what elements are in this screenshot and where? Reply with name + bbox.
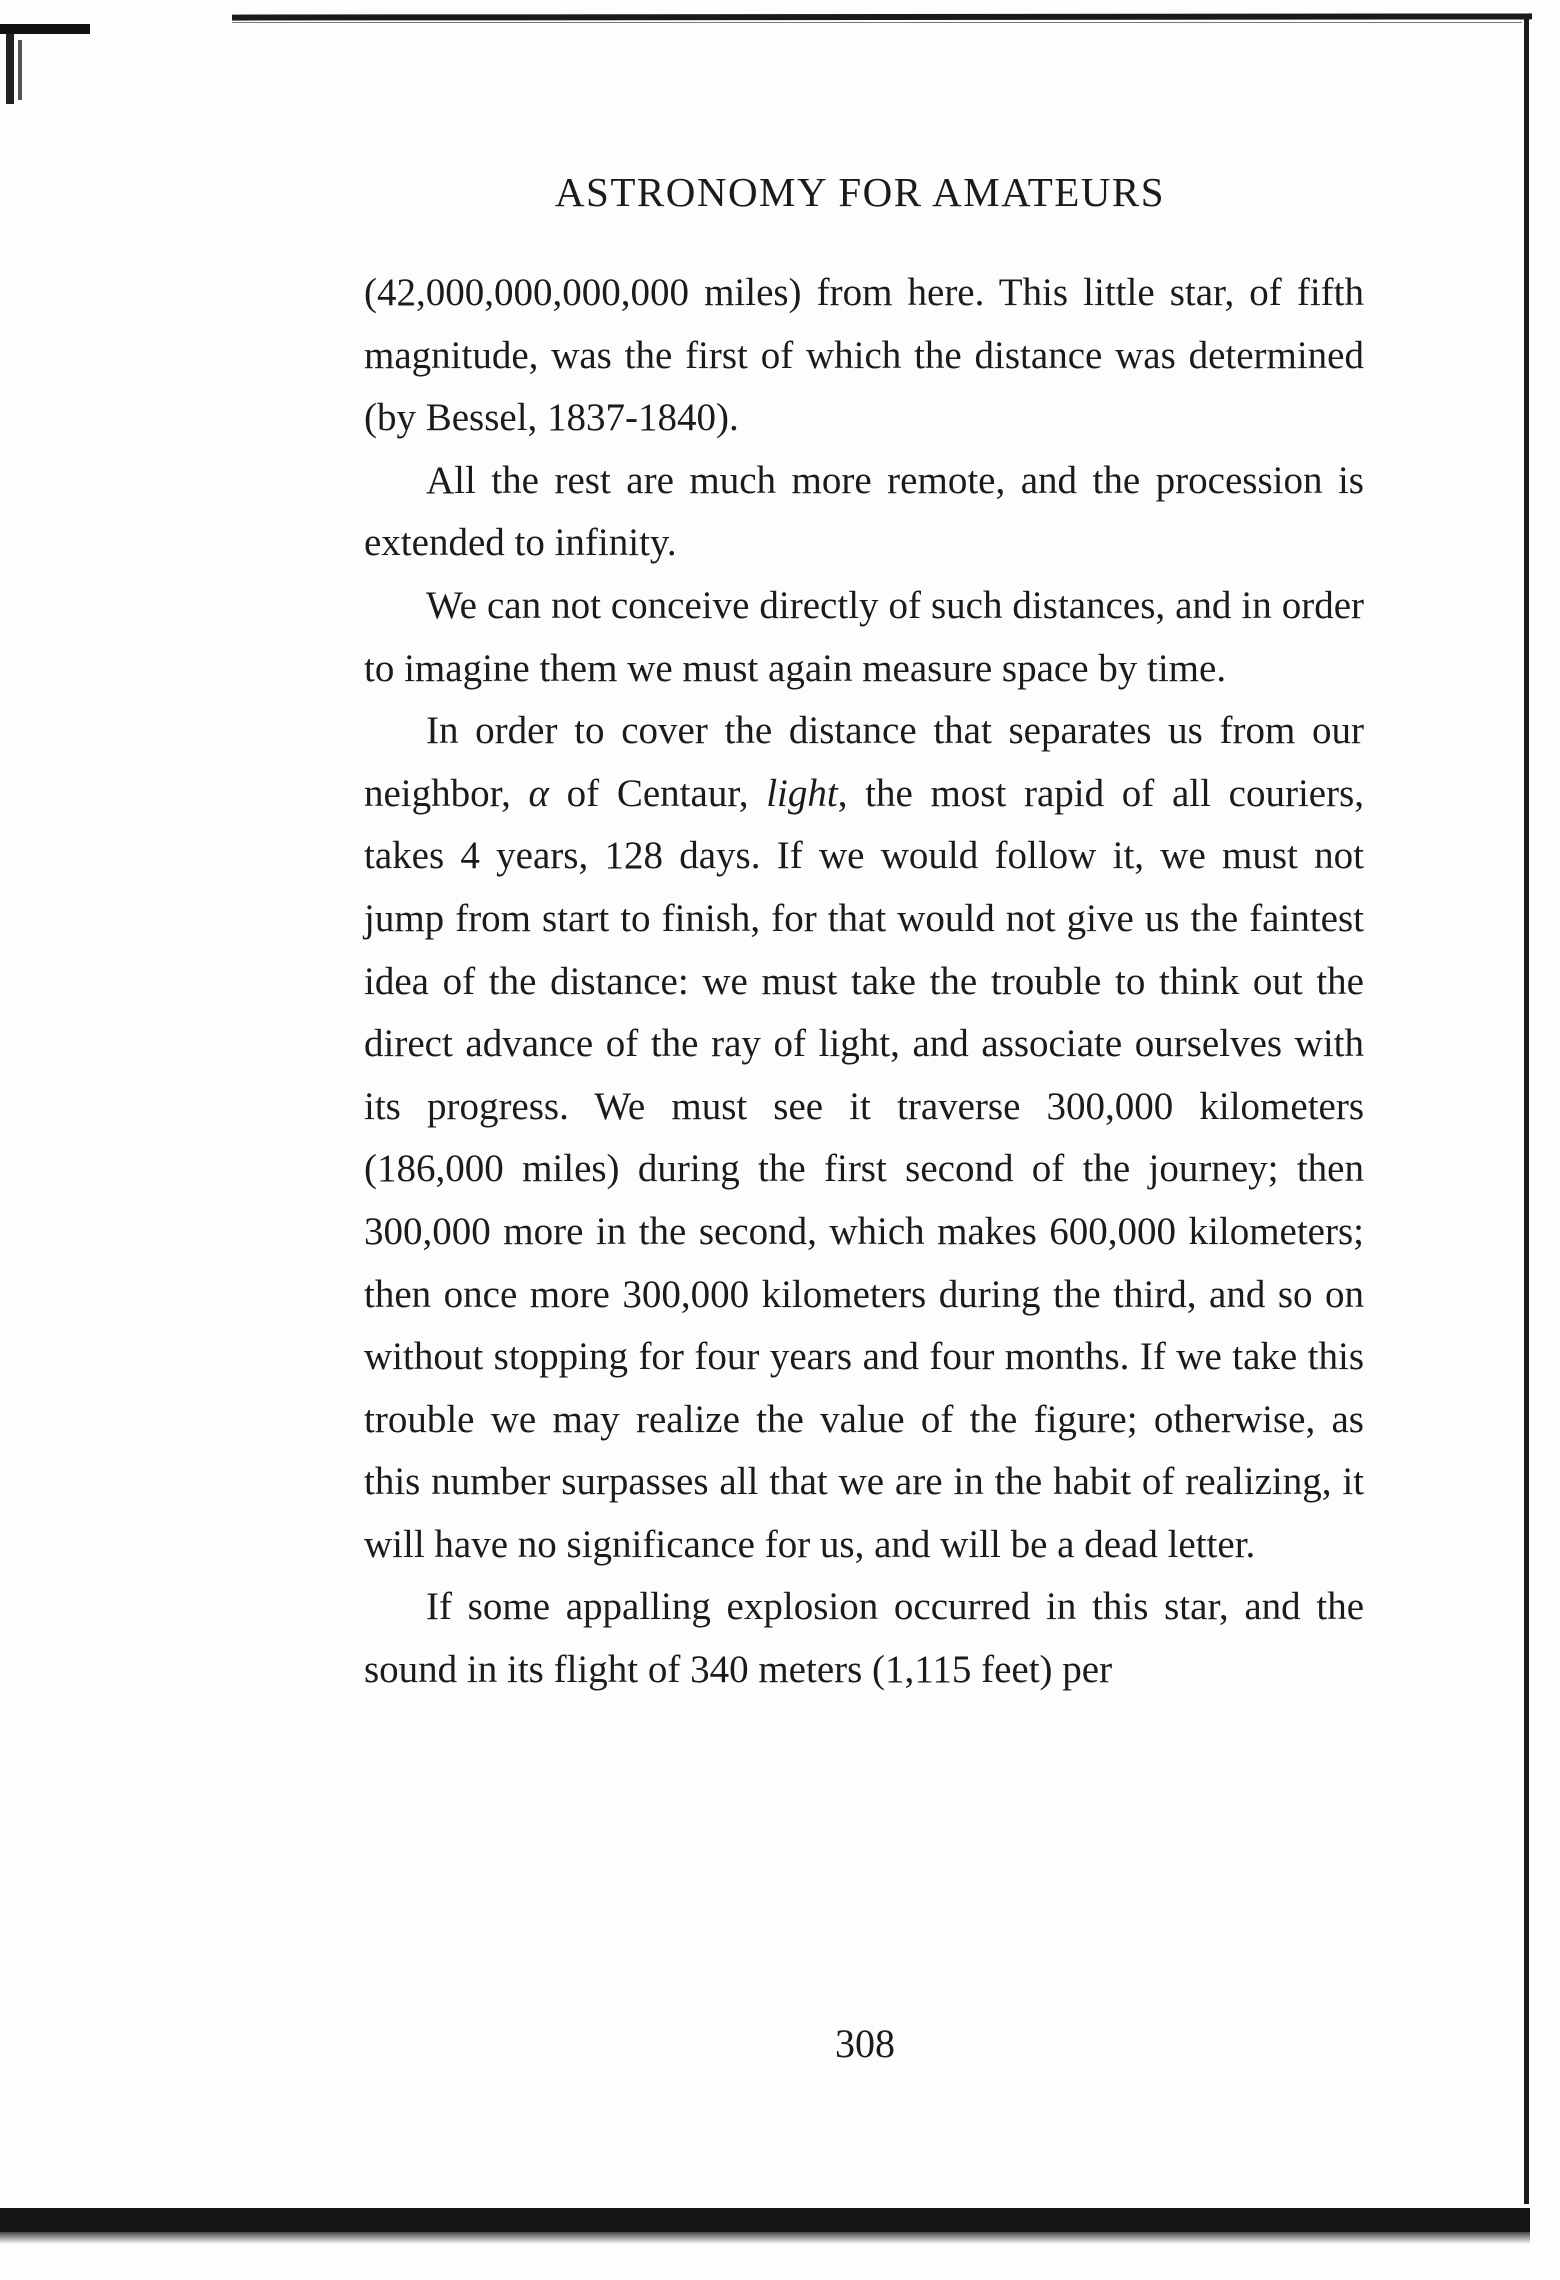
paragraph-text: of Centaur, [549, 771, 767, 815]
italic-text: light [766, 771, 838, 815]
italic-text: α [528, 771, 549, 815]
scan-edge-bottom-shadow [0, 2232, 1530, 2244]
scan-corner-mark [0, 24, 90, 34]
paragraph [364, 450, 1364, 575]
paragraph [364, 700, 1364, 1576]
paragraph [364, 1576, 1364, 1701]
scan-edge-top [232, 13, 1532, 20]
paragraph-text: All the rest are much more remote, and the procession is extended to infinity. [364, 458, 1364, 565]
paragraph-text: (42,000,000,000,000 miles) from here. This little star, of fifth magnitude, was the first of which the distance was determined (by Bessel, 1837-1840). [364, 271, 1364, 440]
scan-corner-mark [6, 34, 14, 104]
paragraph [364, 575, 1364, 700]
scan-edge-top-line [232, 22, 1522, 23]
paragraph-text: , the most rapid of all couriers, takes 4 years, 128 days. If we would follow it, we must not jump from start to finish, for that would not give us the faintest idea of the distance: we must take the trouble to think out the direct advance of the ray of light, and associate ourselves with its progress. We must see it traverse 300,000 kilometers (186,000 miles) during the first second of the journey; then 300,000 more in the second, which makes 600,000 kilometers; then once more 300,000 kilometers during the third, and so on without stopping for four years and four months. If we take this trouble we may realize the value of the figure; otherwise, as this number surpasses all that we are in the habit of realizing, it will have no significance for us, and will be a dead letter. [364, 771, 1365, 1566]
paragraph-text: We can not conceive directly of such distances, and in order to imagine them we must again measure space by time. [364, 583, 1364, 690]
scan-corner-mark [18, 40, 22, 100]
paragraph [364, 262, 1364, 450]
scan-edge-bottom [0, 2208, 1530, 2232]
page-number: 308 [835, 2021, 895, 2066]
paragraph-text: In order to cover the distance that separates us from our neighbor, [364, 709, 1364, 815]
paragraph-text: If some appalling explosion occurred in this star, and the sound in its flight of 340 meters (1,115 feet) per [364, 1585, 1364, 1692]
running-head: ASTRONOMY FOR AMATEURS [554, 169, 1166, 215]
scan-edge-right [1524, 14, 1529, 2204]
body-text [364, 262, 1364, 1702]
